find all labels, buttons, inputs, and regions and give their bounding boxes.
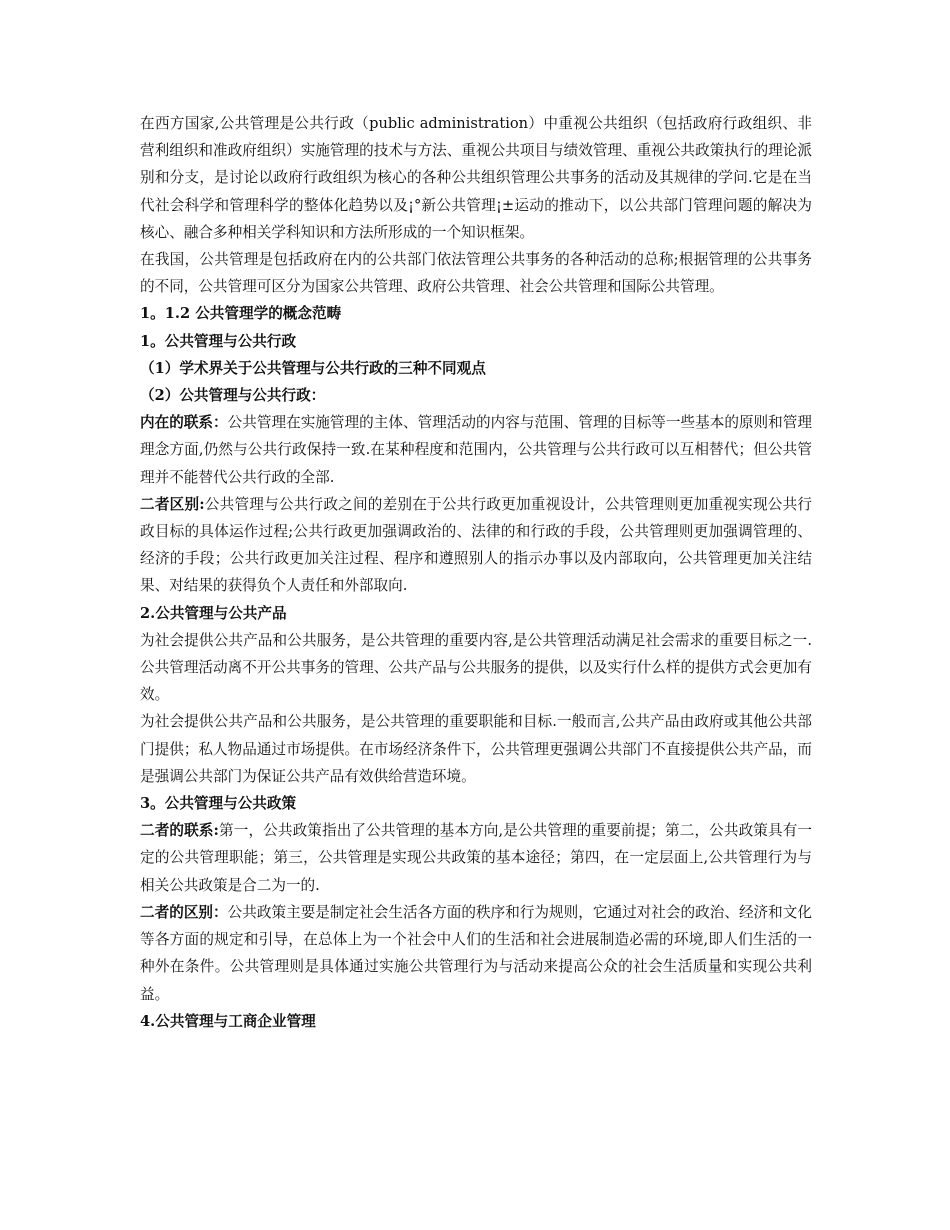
text-difference: 公共管理与公共行政之间的差别在于公共行政更加重视设计，公共管理则更加重视实现公共行政目标的具体运作过程;公共行政更加强调政治的、法律的和行政的手段，公共管理则更加强调管理的、经济的手段；公共行政更加关注过程、程序和遵照别人的指示办事以及内部取向，公共管理更加关注结果、对结果的获得负个人责任和外部取向. — [140, 495, 812, 595]
paragraph-policy-link — [140, 817, 812, 899]
item-heading-admin-relation: （2）公共管理与公共行政： — [140, 387, 326, 405]
paragraph-public-goods-b: 为社会提供公共产品和公共服务，是公共管理的重要职能和目标.一般而言,公共产品由政府或其他公共部门提供；私人物品通过市场提供。在市场经济条件下，公共管理更强调公共部门不直接提供公共产品，而是强调公共部门为保证公共产品有效供给营造环境。 — [140, 713, 812, 785]
label-policy-difference: 二者的区别： — [140, 903, 228, 921]
subsection-heading-public-goods: 2.公共管理与公共产品 — [140, 604, 287, 622]
document-body — [140, 110, 812, 1035]
label-internal-link: 内在的联系： — [140, 414, 228, 432]
paragraph-china-definition: 在我国，公共管理是包括政府在内的公共部门依法管理公共事务的各种活动的总称;根据管理的公共事务的不同，公共管理可区分为国家公共管理、政府公共管理、社会公共管理和国际公共管理。 — [140, 251, 812, 296]
paragraph-internal-link — [140, 409, 812, 491]
text-internal-link: 公共管理在实施管理的主体、管理活动的内容与范围、管理的目标等一些基本的原则和管理理念方面,仍然与公共行政保持一致.在某种程度和范围内，公共管理与公共行政可以互相替代；但公共管理并不能替代公共行政的全部. — [140, 414, 812, 486]
section-heading-1-1-2: 1。1.2 公共管理学的概念范畴 — [140, 305, 342, 323]
paragraph-policy-difference — [140, 899, 812, 1008]
paragraph-difference — [140, 491, 812, 600]
text-policy-difference: 公共政策主要是制定社会生活各方面的秩序和行为规则，它通过对社会的政治、经济和文化等各方面的规定和引导，在总体上为一个社会中人们的生活和社会进展制造必需的环境,即人们生活的一种外在条件。公共管理则是具体通过实施公共管理行为与活动来提高公众的社会生活质量和实现公共利益。 — [140, 903, 812, 1003]
label-policy-link: 二者的联系: — [140, 822, 219, 840]
subsection-heading-public-policy: 3。公共管理与公共政策 — [140, 795, 297, 813]
subsection-heading-business-management: 4.公共管理与工商企业管理 — [140, 1012, 316, 1030]
label-difference: 二者区别: — [140, 495, 205, 513]
paragraph-public-goods-a: 为社会提供公共产品和公共服务，是公共管理的重要内容,是公共管理活动满足社会需求的重要目标之一.公共管理活动离不开公共事务的管理、公共产品与公共服务的提供，以及实行什么样的提供方式会更加有效。 — [140, 631, 812, 704]
subsection-heading-public-admin: 1。公共管理与公共行政 — [140, 332, 297, 350]
text-policy-link: 第一，公共政策指出了公共管理的基本方向,是公共管理的重要前提；第二，公共政策具有一定的公共管理职能；第三，公共管理是实现公共政策的基本途径；第四，在一定层面上,公共管理行为与相关公共政策是合二为一的. — [140, 822, 812, 894]
paragraph-west-definition: 在西方国家,公共管理是公共行政（public administration）中重视公共组织（包括政府行政组织、非营利组织和准政府组织）实施管理的技术与方法、重视公共项目与绩效管理、重视公共政策执行的理论派别和分支，是讨论以政府行政组织为核心的各种公共组织管理公共事务的活动及其规律的学问.它是在当代社会科学和管理科学的整体化趋势以及¡°新公共管理¡±运动的推动下，以公共部门管理问题的解决为核心、融合多种相关学科知识和方法所形成的一个知识框架。 — [140, 115, 812, 241]
item-heading-three-views: （1）学术界关于公共管理与公共行政的三种不同观点 — [140, 359, 486, 377]
